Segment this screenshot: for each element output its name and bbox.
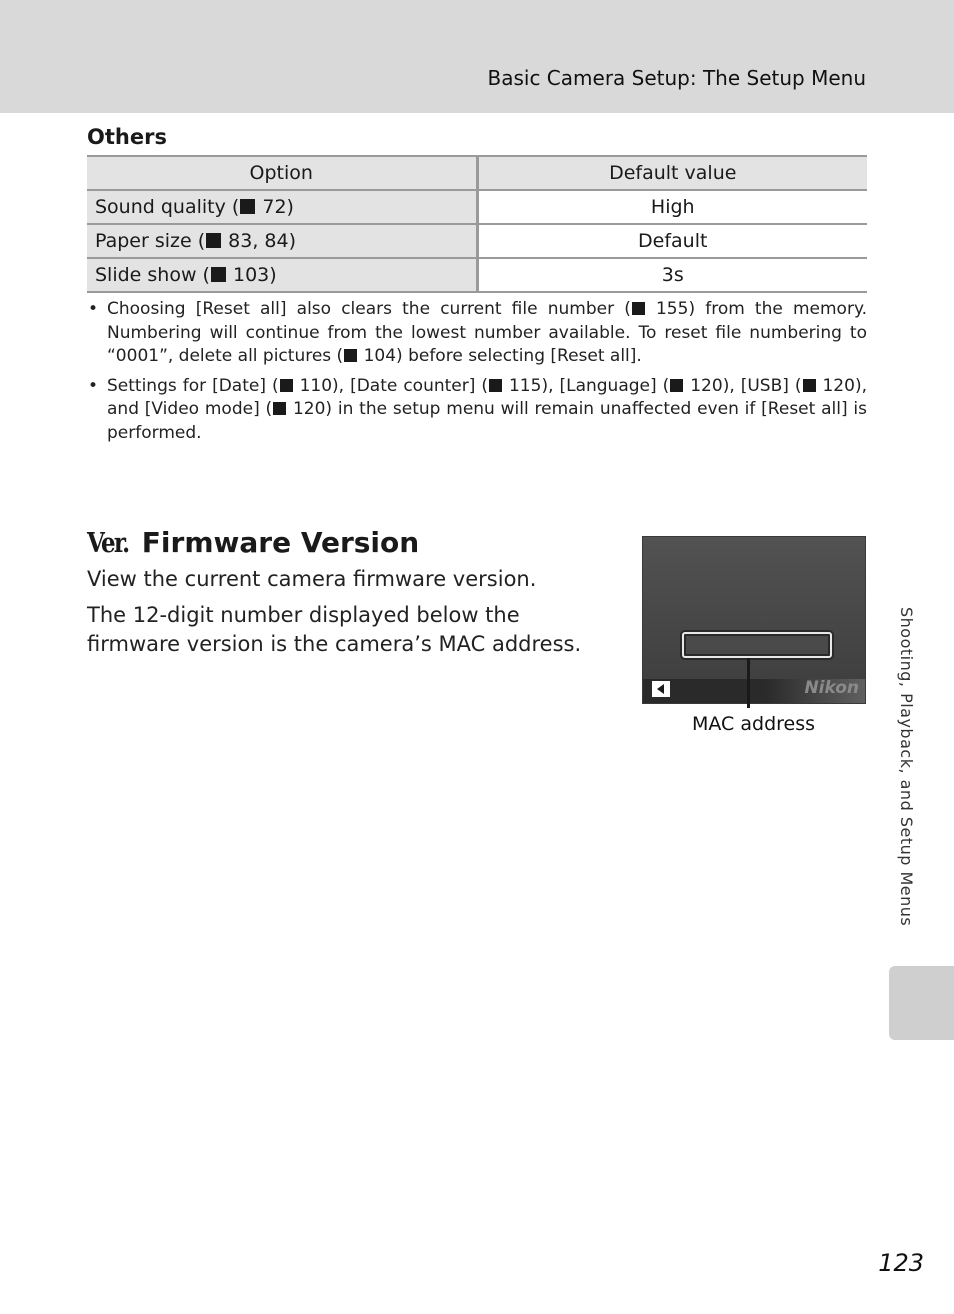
- table-row: [87, 258, 867, 292]
- mac-address-description: The 12-digit number displayed below the firmware version is the camera’s MAC address.: [87, 603, 582, 656]
- page-ref-icon: [670, 379, 683, 392]
- page-ref-icon: [280, 379, 293, 392]
- table-header-row: [87, 156, 867, 190]
- mac-address-callout: MAC address: [692, 713, 816, 735]
- option-cell: [87, 224, 477, 258]
- mac-address-field: [682, 632, 832, 658]
- side-tab: [889, 966, 954, 1040]
- camera-screen-illustration: [642, 536, 866, 704]
- option-label: Sound quality (: [95, 196, 240, 218]
- section-label-others: Others: [87, 125, 167, 149]
- bullet: •: [88, 299, 99, 319]
- bullet: •: [88, 375, 99, 396]
- page-ref-icon: [240, 199, 255, 214]
- note-item: • Settings for [Date] ( 110), [Date counter] ( 115), [Language] ( 120), [USB] ( 120), and [Video mode] ( 120) in the setup menu will remain unaffected even if [Reset all] is performed.: [88, 375, 868, 443]
- callout-line: [747, 658, 750, 708]
- notes-list: [87, 298, 867, 451]
- option-cell: [87, 190, 477, 224]
- default-value-cell: Default: [477, 224, 867, 258]
- firmware-heading: [87, 526, 419, 559]
- page-ref-icon: [632, 302, 645, 315]
- note-item: • Choosing [Reset all] also clears the current file number ( 155) from the memory. Numbering will continue from the lowest number available. To reset file numbering to “0001”, delete all pictures ( 104) before selecting [Reset all].: [88, 299, 867, 366]
- option-label: Paper size (: [95, 230, 206, 252]
- option-page-ref: 83, 84): [222, 230, 297, 252]
- version-icon: Ver.: [87, 528, 129, 559]
- default-value-cell: High: [477, 190, 867, 224]
- running-header: Basic Camera Setup: The Setup Menu: [487, 66, 866, 90]
- page-ref-icon: [489, 379, 502, 392]
- page-ref-icon: [206, 233, 221, 248]
- table-row: [87, 224, 867, 258]
- column-header-default-value: Default value: [477, 156, 867, 190]
- firmware-title: Firmware Version: [141, 526, 420, 559]
- page-number: 123: [878, 1249, 924, 1277]
- table-row: [87, 190, 867, 224]
- nikon-logo: Nikon: [804, 678, 859, 698]
- page-ref-icon: [344, 349, 357, 362]
- firmware-description: View the current camera firmware version.: [87, 567, 537, 591]
- option-page-ref: 72): [256, 196, 294, 218]
- page-ref-icon: [803, 379, 816, 392]
- option-label: Slide show (: [95, 264, 210, 286]
- column-header-option: Option: [87, 156, 477, 190]
- back-arrow-icon: [652, 681, 670, 697]
- option-cell: [87, 258, 477, 292]
- side-tab-label: Shooting, Playback, and Setup Menus: [897, 607, 916, 927]
- header-band: [0, 0, 954, 113]
- reset-defaults-table: [87, 155, 867, 293]
- page-ref-icon: [211, 267, 226, 282]
- page-ref-icon: [273, 402, 286, 415]
- option-page-ref: 103): [226, 264, 277, 286]
- default-value-cell: 3s: [477, 258, 867, 292]
